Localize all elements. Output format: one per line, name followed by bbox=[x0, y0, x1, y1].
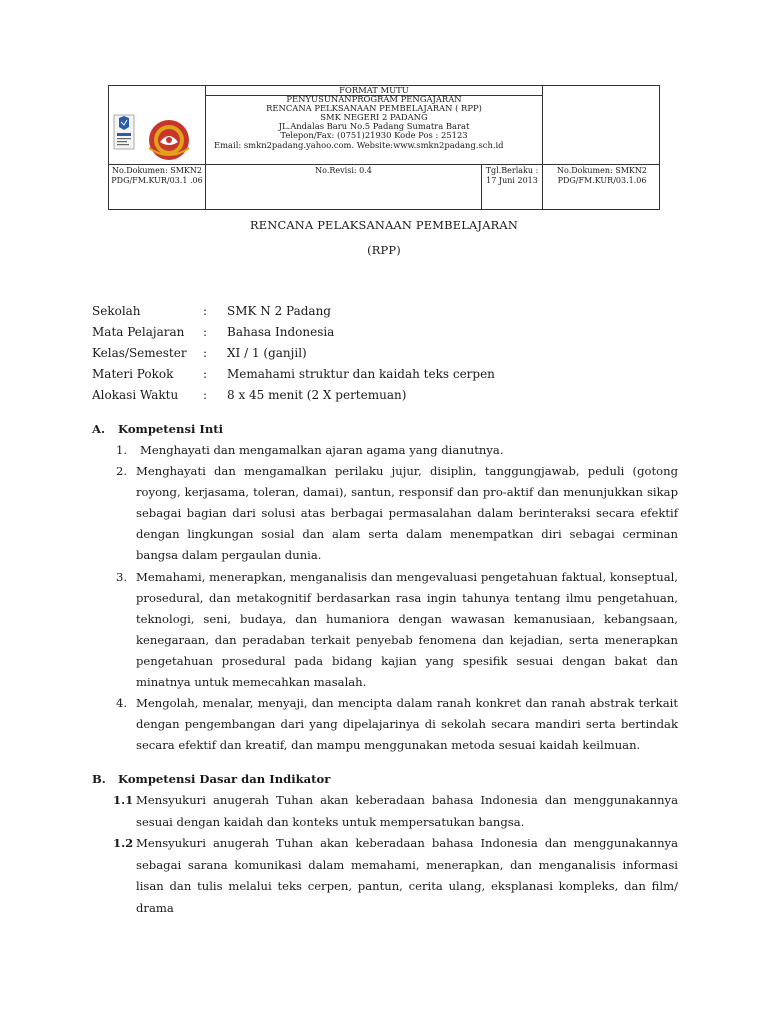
identity-label: Materi Pokok bbox=[92, 367, 174, 381]
header-line: SMK NEGERI 2 PADANG bbox=[320, 112, 428, 123]
identity-colon: : bbox=[203, 325, 208, 339]
header-email-line: Email: smkn2padang.yahoo.com. Website:www.smkn2padang.sch.id bbox=[214, 139, 504, 150]
table-divider bbox=[542, 86, 543, 210]
section-heading-kompetensi-dasar bbox=[92, 769, 330, 789]
identity-row bbox=[92, 364, 692, 384]
identity-label: Sekolah bbox=[92, 304, 141, 318]
item-number: 2. bbox=[116, 464, 128, 478]
list-item bbox=[113, 790, 678, 833]
identity-value: 8 x 45 menit (2 X pertemuan) bbox=[227, 388, 407, 402]
identity-value: SMK N 2 Padang bbox=[227, 304, 331, 318]
section-title: Kompetensi Inti bbox=[118, 422, 224, 436]
list-item bbox=[113, 833, 678, 919]
identity-colon: : bbox=[203, 304, 208, 318]
item-text: Mensyukuri anugerah Tuhan akan keberadaan bahasa Indonesia dan menggunakannya sesuai dengan kaidah dan konteks untuk mempersatukan bangsa. bbox=[136, 793, 678, 829]
identity-value: XI / 1 (ganjil) bbox=[227, 346, 307, 360]
no-revisi-cell: No.Revisi: 0.4 bbox=[315, 166, 372, 175]
iso-certification-logo bbox=[113, 114, 135, 150]
identity-value: Bahasa Indonesia bbox=[227, 325, 335, 339]
identity-row bbox=[92, 343, 692, 363]
item-text: Menghayati dan mengamalkan perilaku jujur, disiplin, tanggungjawab, peduli (gotong royong, kerjasama, toleran, damai), santun, responsif dan pro-aktif dan menunjukkan sikap sebagai bagian dari solusi atas berbagai permasalahan dalam berinteraksi secara efektif dengan lingkungan sosial dan alam serta dalam menempatkan diri sebagai cerminan bangsa dalam pergaulan dunia. bbox=[136, 464, 678, 562]
list-item bbox=[116, 440, 678, 461]
item-number: 1.2 bbox=[113, 836, 134, 850]
no-dokumen-cell: No.Dokumen: SMKN2 PDG/FM.KUR/03.1 .06 bbox=[111, 166, 203, 185]
identity-row bbox=[92, 322, 692, 342]
document-subtitle: (RPP) bbox=[367, 243, 401, 257]
school-seal-logo bbox=[143, 118, 195, 162]
no-dokumen-right-cell: No.Dokumen: SMKN2 PDG/FM.KUR/03.1.06 bbox=[557, 166, 647, 185]
tgl-berlaku-cell: Tgl.Berlaku : 17 Juni 2013 bbox=[485, 166, 539, 185]
header-line: JL.Andalas Baru No.5 Padang Sumatra Barat bbox=[278, 121, 470, 132]
item-number: 1. bbox=[116, 443, 128, 457]
item-number: 3. bbox=[116, 570, 128, 584]
item-number: 1.1 bbox=[113, 793, 134, 807]
section-marker: B. bbox=[92, 772, 106, 786]
identity-value: Memahami struktur dan kaidah teks cerpen bbox=[227, 367, 495, 381]
identity-label: Mata Pelajaran bbox=[92, 325, 185, 339]
format-mutu-label: FORMAT MUTU bbox=[339, 85, 409, 95]
identity-row bbox=[92, 301, 692, 321]
identity-label: Kelas/Semester bbox=[92, 346, 187, 360]
item-text: Memahami, menerapkan, menganalisis dan mengevaluasi pengetahuan faktual, konseptual, prosedural, dan metakognitif berdasarkan rasa ingin tahunya tentang ilmu pengetahuan, teknologi, seni, budaya, dan humaniora dengan wawasan kemanusiaan, kebangsaan, kenegaraan, dan peradaban terkait penyebab fenomena dan kejadian, serta menerapkan pengetahuan prosedural pada bidang kajian yang spesifik sesuai dengan bakat dan minatnya untuk memecahkan masalah. bbox=[136, 570, 678, 689]
item-text: Mengolah, menalar, menyaji, dan mencipta dalam ranah konkret dan ranah abstrak terkait dengan pengembangan dari yang dipelajarinya di sekolah secara mandiri serta bertindak secara efektif dan kreatif, dan mampu menggunakan metoda sesuai kaidah keilmuan. bbox=[136, 696, 678, 752]
list-item bbox=[116, 693, 678, 756]
item-text: Menghayati dan mengamalkan ajaran agama yang dianutnya. bbox=[140, 443, 504, 457]
section-title: Kompetensi Dasar dan Indikator bbox=[118, 772, 331, 786]
list-item bbox=[116, 567, 678, 693]
document-title: RENCANA PELAKSANAAN PEMBELAJARAN bbox=[249, 218, 518, 232]
document-header-table bbox=[108, 85, 660, 210]
school-info-block bbox=[206, 86, 542, 150]
identity-colon: : bbox=[203, 388, 208, 402]
section-heading-kompetensi-inti bbox=[92, 419, 223, 439]
identity-label: Alokasi Waktu bbox=[92, 388, 179, 402]
identity-colon: : bbox=[203, 346, 208, 360]
list-item bbox=[116, 461, 678, 566]
header-line: Telepon/Fax: (0751)21930 Kode Pos : 25123 bbox=[280, 130, 468, 141]
logo-area bbox=[109, 86, 205, 164]
item-number: 4. bbox=[116, 696, 128, 710]
table-divider bbox=[109, 164, 659, 165]
header-line: RENCANA PELKSANAAN PEMBELAJARAN ( RPP) bbox=[266, 103, 482, 114]
header-line: PENYUSUNANPROGRAM PENGAJARAN bbox=[286, 94, 462, 105]
identity-colon: : bbox=[203, 367, 208, 381]
section-marker: A. bbox=[92, 422, 106, 436]
identity-row bbox=[92, 385, 692, 405]
item-text: Mensyukuri anugerah Tuhan akan keberadaan bahasa Indonesia dan menggunakannya sebagai sarana komunikasi dalam memahami, menerapkan, dan menganalisis informasi lisan dan tulis melalui teks cerpen, pantun, cerita ulang, eksplanasi kompleks, dan film/ drama bbox=[136, 836, 678, 915]
